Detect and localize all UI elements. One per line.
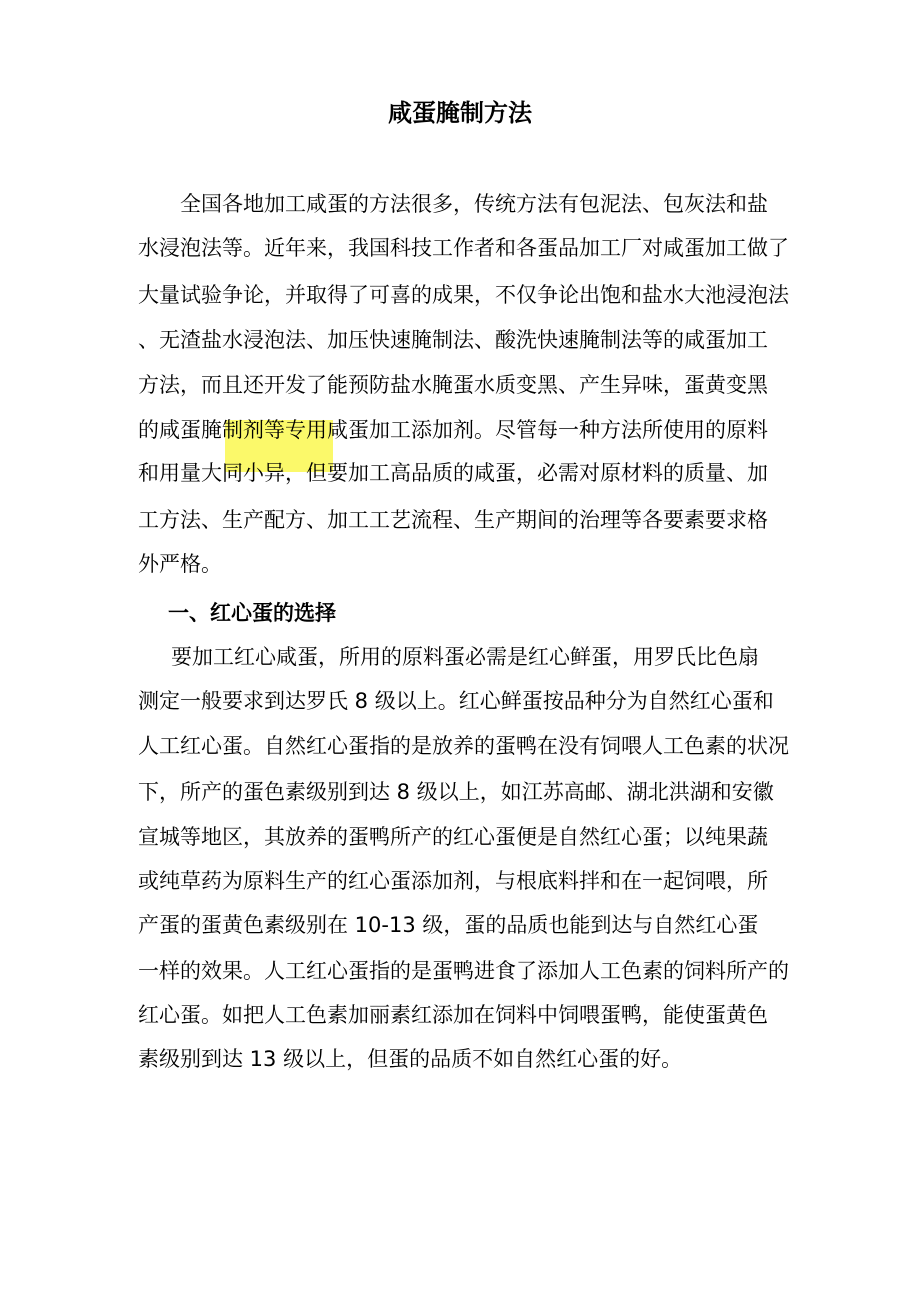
paragraph-line: 一样的效果。人工红心蛋指的是蛋鸭进食了添加人工色素的饲料所产的	[138, 959, 789, 983]
paragraph-line: 外严格。	[138, 552, 222, 576]
paragraph-line: 、无渣盐水浸泡法、加压快速腌制法、酸洗快速腌制法等的咸蛋加工	[138, 328, 768, 352]
paragraph-line: 红心蛋。如把人工色素加丽素红添加在饲料中饲喂蛋鸭，能使蛋黄色	[138, 1003, 768, 1027]
paragraph-line: 下，所产的蛋色素级别到达 8 级以上，如江苏高邮、湖北洪湖和安徽	[138, 780, 774, 804]
paragraph-line: 的咸蛋腌制剂等专用咸蛋加工添加剂。尽管每一种方法所使用的原料	[138, 418, 768, 442]
paragraph-line: 素级别到达 13 级以上，但蛋的品质不如自然红心蛋的好。	[138, 1047, 683, 1071]
paragraph-line: 要加工红心咸蛋，所用的原料蛋必需是红心鲜蛋，用罗氏比色扇	[171, 645, 759, 669]
paragraph-line: 宣城等地区，其放养的蛋鸭所产的红心蛋便是自然红心蛋；以纯果蔬	[138, 825, 768, 849]
paragraph-line: 人工红心蛋。自然红心蛋指的是放养的蛋鸭在没有饲喂人工色素的状况	[138, 734, 789, 758]
paragraph-line: 产蛋的蛋黄色素级别在 10-13 级，蛋的品质也能到达与自然红心蛋	[138, 913, 759, 937]
document-title: 咸蛋腌制方法	[388, 99, 532, 127]
section-heading: 一、红心蛋的选择	[168, 601, 336, 625]
paragraph-line: 大量试验争论，并取得了可喜的成果，不仅争论出饱和盐水大池浸泡法	[138, 283, 789, 307]
paragraph-line: 或纯草药为原料生产的红心蛋添加剂，与根底料拌和在一起饲喂，所	[138, 869, 768, 893]
paragraph-line: 工方法、生产配方、加工工艺流程、生产期间的治理等各要素要求格	[138, 508, 768, 532]
paragraph-line: 方法，而且还开发了能预防盐水腌蛋水质变黑、产生异味，蛋黄变黑	[138, 373, 768, 397]
paragraph-line: 水浸泡法等。近年来，我国科技工作者和各蛋品加工厂对咸蛋加工做了	[138, 236, 789, 260]
paragraph-line: 全国各地加工咸蛋的方法很多，传统方法有包泥法、包灰法和盐	[180, 192, 768, 216]
paragraph-line: 和用量大同小异，但要加工高品质的咸蛋，必需对原材料的质量、加	[138, 461, 768, 485]
paragraph-line: 测定一般要求到达罗氏 8 级以上。红心鲜蛋按品种分为自然红心蛋和	[138, 689, 774, 713]
